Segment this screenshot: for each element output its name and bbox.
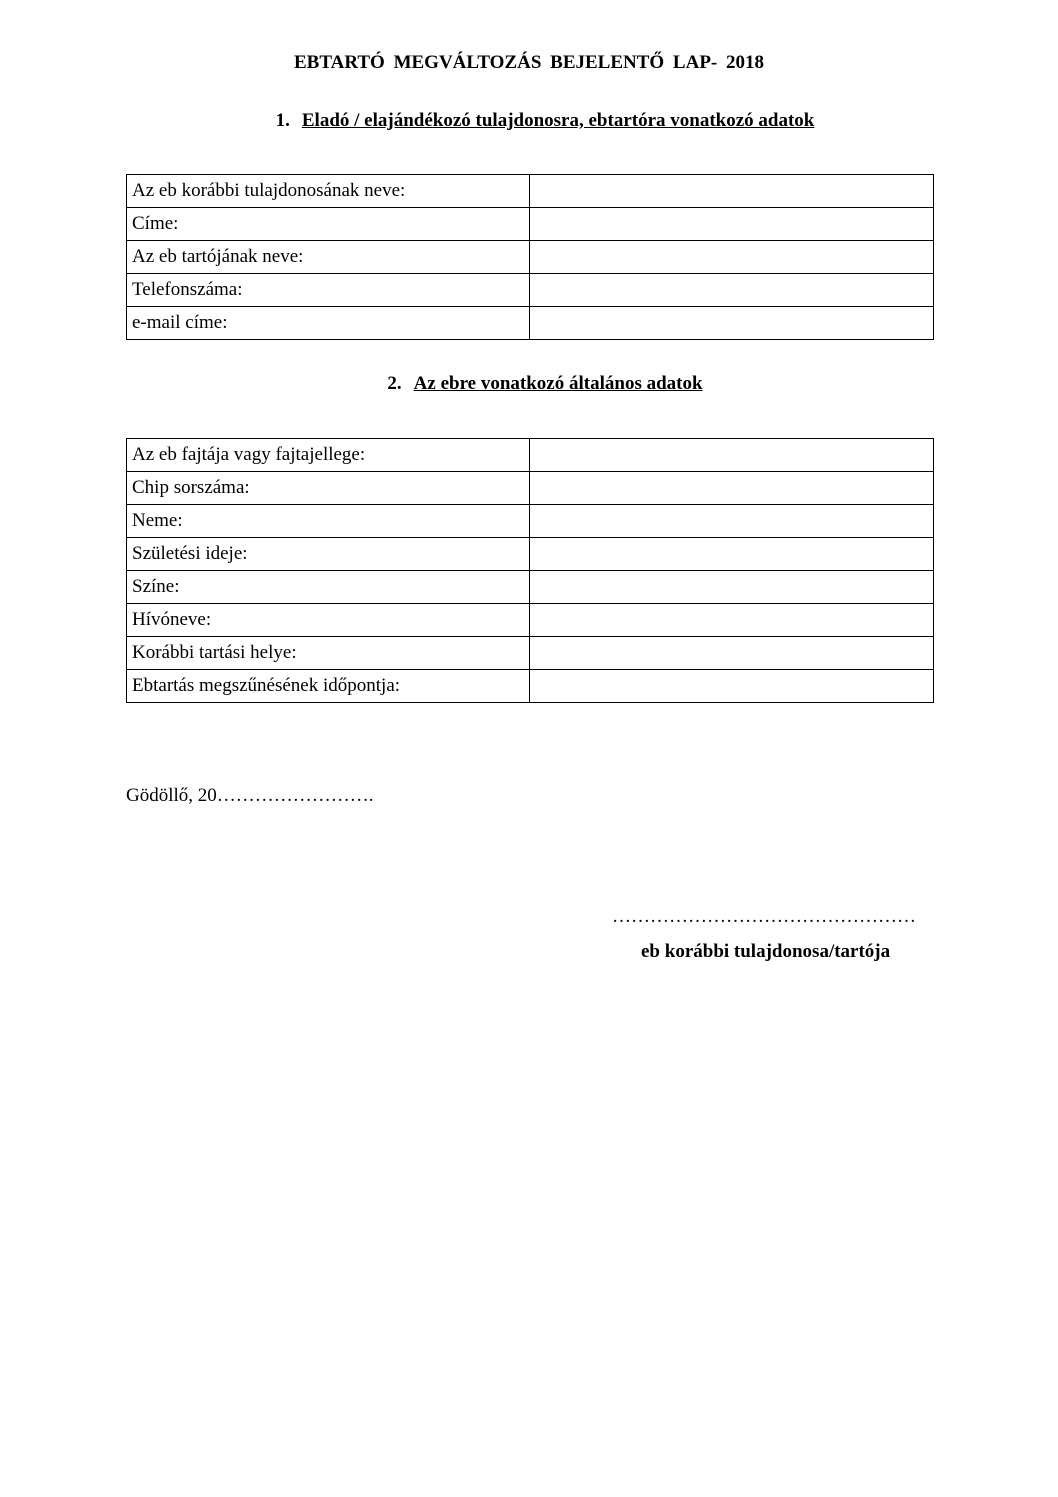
field-label-chip-number: Chip sorszáma: [127,472,530,505]
field-label-sex: Neme: [127,505,530,538]
table-row [127,637,934,670]
section-2-title: Az ebre vonatkozó általános adatok [413,373,703,394]
table-row [127,505,934,538]
signature-label: eb korábbi tulajdonosa/tartója [641,941,891,962]
field-label-address: Címe: [127,208,530,241]
document-title: EBTARTÓ MEGVÁLTOZÁS BEJELENTŐ LAP- 2018 [293,52,765,73]
section-2-number: 2. [387,373,402,394]
field-value-phone[interactable] [530,274,934,307]
field-label-previous-owner-name: Az eb korábbi tulajdonosának neve: [127,175,530,208]
field-value-birth-date[interactable] [530,538,934,571]
field-value-chip-number[interactable] [530,472,934,505]
table-row [127,538,934,571]
section-1-number: 1. [275,110,290,131]
section-1-heading [0,110,1058,132]
table-row [127,472,934,505]
field-value-previous-location[interactable] [530,637,934,670]
table-row [127,604,934,637]
field-value-keeper-name[interactable] [530,241,934,274]
table-row [127,175,934,208]
field-value-breed[interactable] [530,439,934,472]
section-1-title: Eladó / elajándékozó tulajdonosra, ebtartóra vonatkozó adatok [301,110,815,131]
field-value-sex[interactable] [530,505,934,538]
dog-data-table [126,438,934,703]
field-label-breed: Az eb fajtája vagy fajtajellege: [127,439,530,472]
field-value-color[interactable] [530,571,934,604]
table-row [127,274,934,307]
table-row [127,307,934,340]
field-label-previous-location: Korábbi tartási helye: [127,637,530,670]
table-row [127,241,934,274]
field-label-color: Színe: [127,571,530,604]
table-row [127,670,934,703]
section-2-heading [0,373,1058,395]
field-label-end-date: Ebtartás megszűnésének időpontja: [127,670,530,703]
field-label-keeper-name: Az eb tartójának neve: [127,241,530,274]
place-date-line[interactable]: Gödöllő, 20……………………. [126,785,374,806]
field-label-phone: Telefonszáma: [127,274,530,307]
field-value-email[interactable] [530,307,934,340]
table-row [127,208,934,241]
seller-data-table [126,174,934,340]
signature-line[interactable]: ………………………………………… [612,906,916,927]
field-value-call-name[interactable] [530,604,934,637]
table-row [127,571,934,604]
field-label-birth-date: Születési ideje: [127,538,530,571]
field-label-call-name: Hívóneve: [127,604,530,637]
field-value-end-date[interactable] [530,670,934,703]
field-value-address[interactable] [530,208,934,241]
field-value-previous-owner-name[interactable] [530,175,934,208]
table-row [127,439,934,472]
field-label-email: e-mail címe: [127,307,530,340]
